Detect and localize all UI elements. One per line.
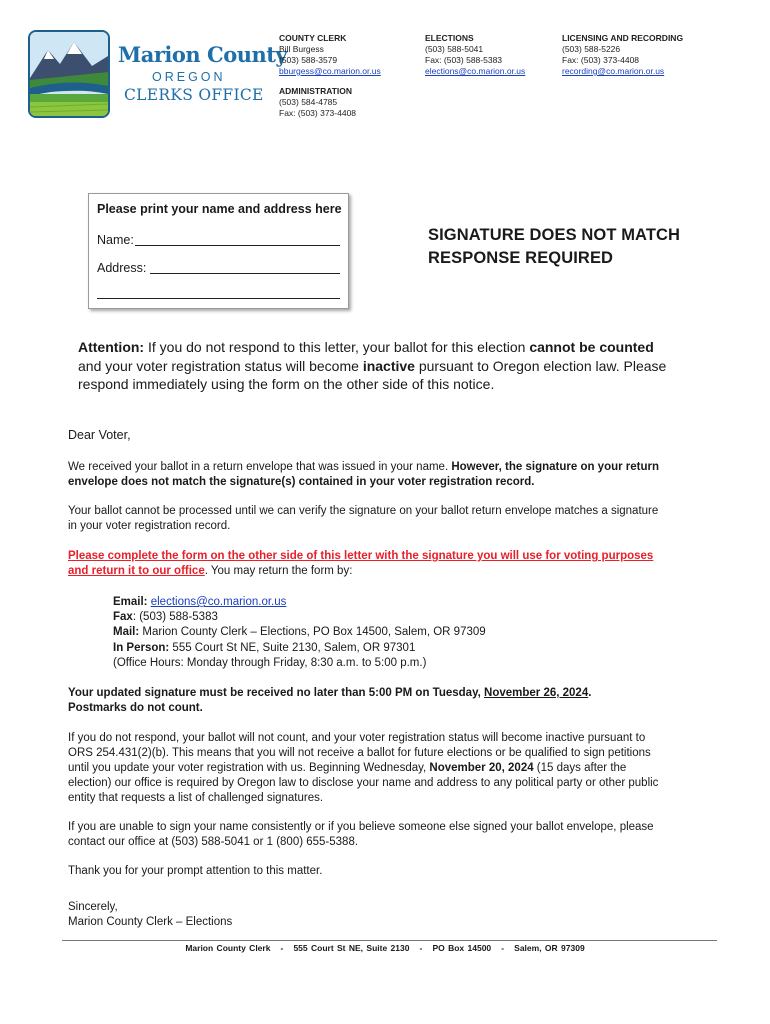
attention-bold-2: inactive bbox=[362, 357, 415, 374]
attention-bold-1: cannot be counted bbox=[529, 339, 654, 355]
return-mail bbox=[113, 625, 486, 640]
elections-contact bbox=[425, 33, 525, 77]
deadline-text: Your updated signature must be received no later than 5:00 PM on Tuesday, bbox=[68, 687, 485, 699]
administration-phone: (503) 584-4785 bbox=[279, 97, 338, 107]
return-methods bbox=[113, 595, 486, 671]
attention-text-2: and your voter registration status will become bbox=[78, 357, 363, 374]
logo-county-name: Marion County bbox=[118, 42, 288, 67]
footer-address: Marion County Clerk - 555 Court St NE, Suite 2130 - PO Box 14500 - Salem, OR 97309 bbox=[185, 943, 585, 953]
p3-tail: . You may return the form by: bbox=[204, 565, 353, 577]
paragraph-consequences bbox=[68, 731, 668, 806]
p5-text-a: If you do not respond, your ballot will not count, and your voter registration status will become inactive pursuant to ORS 254.431(2)(b). This means that you will not receive a ballot for future elections or be qualified to sign petitions until you update your voter registration with us. Beginning Wednesday, bbox=[68, 732, 651, 774]
p1-text: We received your ballot in a return envelope that was issued in your name. bbox=[68, 461, 452, 473]
attention-text-1: If you do not respond to this letter, your ballot for this election bbox=[144, 339, 530, 355]
email-label: Email: bbox=[113, 596, 148, 608]
notice-title-line-2: RESPONSE REQUIRED bbox=[428, 249, 614, 267]
signature: Marion County Clerk – Elections bbox=[68, 916, 233, 928]
address-field-line-1[interactable] bbox=[150, 273, 340, 274]
p5-text-b: (15 days after the election) our office is required by Oregon law to disclose your name and address to any political party or other public entity that requests a list of challenged signatures. bbox=[68, 762, 659, 804]
licensing-heading: LICENSING AND RECORDING bbox=[562, 33, 684, 43]
paragraph-signature-mismatch bbox=[68, 460, 668, 490]
paragraph-complete-form bbox=[68, 549, 668, 579]
postmarks-note: Postmarks do not count. bbox=[68, 702, 203, 714]
p1-bold: However, the signature on your return envelope does not match the signature(s) contained in your voter registration record. bbox=[68, 461, 660, 488]
elections-heading: ELECTIONS bbox=[425, 33, 474, 43]
address-label: Address: bbox=[97, 261, 147, 275]
elections-fax: Fax: (503) 588-5383 bbox=[425, 55, 503, 65]
county-clerk-name: Bill Burgess bbox=[279, 44, 324, 54]
notice-title-line-1: SIGNATURE DOES NOT MATCH bbox=[428, 226, 681, 244]
licensing-contact bbox=[562, 33, 683, 77]
clerks-office-logo bbox=[28, 30, 288, 120]
county-clerk-contact bbox=[279, 33, 381, 77]
attention-paragraph bbox=[78, 338, 678, 394]
deadline-paragraph bbox=[68, 686, 668, 716]
county-clerk-heading: COUNTY CLERK bbox=[279, 33, 347, 43]
notice-title bbox=[428, 224, 680, 270]
disclosure-date: November 20, 2024 bbox=[429, 762, 534, 774]
closing: Sincerely, bbox=[68, 901, 118, 913]
attention-label: Attention: bbox=[78, 339, 145, 355]
paragraph-contact-office: If you are unable to sign your name consistently or if you believe someone else signed your ballot envelope, please contact our office at (503) 588-5041 or 1 (800) 655-5388. bbox=[68, 821, 654, 848]
office-hours: (Office Hours: Monday through Friday, 8:30 a.m. to 5:00 p.m.) bbox=[113, 656, 427, 669]
elections-email-link-body[interactable]: elections@co.marion.or.us bbox=[150, 596, 287, 608]
footer-divider bbox=[62, 940, 717, 941]
return-in-person bbox=[113, 641, 486, 656]
salutation: Dear Voter, bbox=[68, 428, 131, 442]
mail-label: Mail: bbox=[113, 626, 140, 639]
closing-block bbox=[68, 900, 668, 930]
administration-contact bbox=[279, 86, 356, 119]
logo-state: OREGON bbox=[152, 70, 226, 84]
deadline-period: . bbox=[588, 687, 592, 699]
address-field-line-2[interactable] bbox=[97, 298, 340, 299]
licensing-email-link[interactable]: recording@co.marion.or.us bbox=[562, 66, 665, 76]
return-email bbox=[113, 595, 486, 610]
licensing-phone: (503) 588-5226 bbox=[562, 44, 621, 54]
logo-office: CLERKS OFFICE bbox=[124, 86, 264, 104]
complete-form-instruction: Please complete the form on the other side of this letter with the signature you will use for voting purposes and return it to our office bbox=[68, 550, 654, 577]
mountain-landscape-icon bbox=[28, 30, 110, 118]
elections-phone: (503) 588-5041 bbox=[425, 44, 484, 54]
address-form-box bbox=[88, 193, 349, 309]
return-fax bbox=[113, 610, 486, 625]
elections-email-link[interactable]: elections@co.marion.or.us bbox=[425, 66, 526, 76]
paragraph-thanks: Thank you for your prompt attention to this matter. bbox=[68, 865, 323, 877]
paragraph-cannot-process: Your ballot cannot be processed until we can verify the signature on your ballot return envelope matches a signature in your voter registration record. bbox=[68, 505, 659, 532]
administration-heading: ADMINISTRATION bbox=[279, 86, 353, 96]
county-clerk-phone: (503) 588-3579 bbox=[279, 55, 338, 65]
in-person-label: In Person: bbox=[113, 641, 170, 654]
fax-label: Fax bbox=[113, 611, 133, 624]
attention-text-3: pursuant to Oregon election law. Please respond immediately using the form on the other side of this notice. bbox=[78, 357, 667, 392]
name-label: Name: bbox=[97, 233, 134, 247]
deadline-date: November 26, 2024 bbox=[484, 687, 589, 699]
address-box-title: Please print your name and address here bbox=[97, 202, 342, 216]
in-person-value: 555 Court St NE, Suite 2130, Salem, OR 97301 bbox=[169, 641, 416, 654]
administration-fax: Fax: (503) 373-4408 bbox=[279, 108, 357, 118]
fax-value: : (503) 588-5383 bbox=[132, 611, 218, 624]
mail-value: Marion County Clerk – Elections, PO Box 14500, Salem, OR 97309 bbox=[139, 626, 486, 639]
county-clerk-email-link[interactable]: bburgess@co.marion.or.us bbox=[279, 66, 381, 76]
licensing-fax: Fax: (503) 373-4408 bbox=[562, 55, 640, 65]
name-field[interactable] bbox=[135, 245, 340, 246]
